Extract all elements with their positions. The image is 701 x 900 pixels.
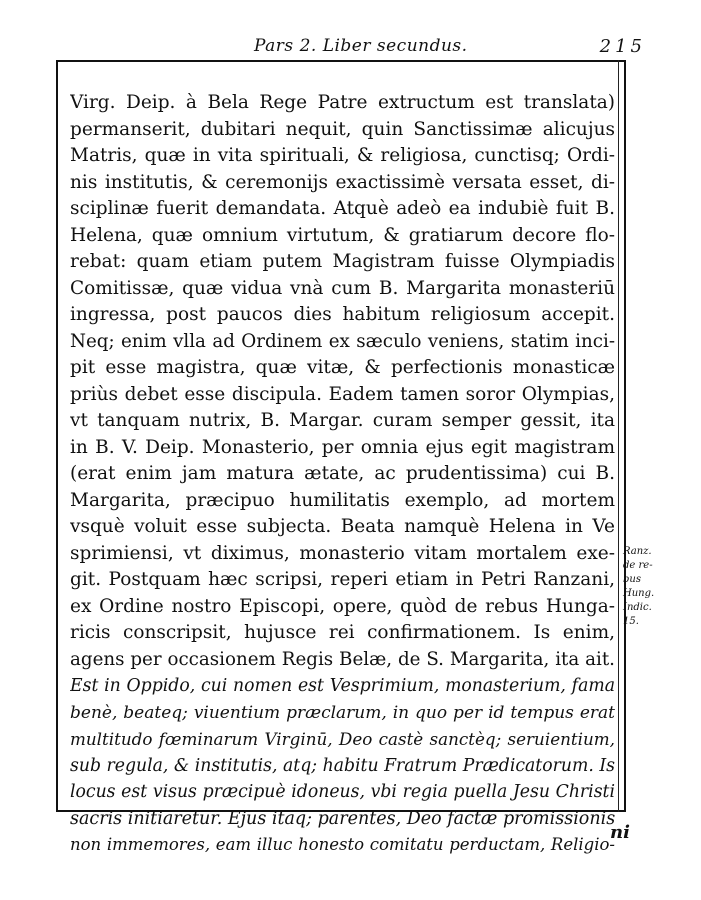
body-line: agens per occasionem Regis Belæ, de S. Margarita, ita ait.	[70, 648, 615, 670]
body-line: Neq; enim vlla ad Ordinem ex sæculo veniens, statim inci-	[70, 330, 615, 352]
quoted-italic-line: multitudo fœminarum Virginū, Deo castè sanctèq; seruientium,	[70, 729, 615, 749]
quoted-italic-line: non immemores, eam illuc honesto comitatu perductam, Religio-	[70, 835, 615, 854]
quoted-italic-line: benè, beateq; viuentium præclarum, in quo per id tempus erat	[70, 702, 615, 723]
body-line: Matris, quæ in vita spirituali, & religiosa, cunctisq; Ordi-	[70, 145, 615, 166]
marginal-note-line: Hung.	[623, 588, 655, 599]
body-line: ricis conscripsit, hujusce rei confirmationem. Is enim,	[70, 622, 615, 643]
body-line: vsquè voluit esse subjecta. Beata namquè Helena in Ve	[70, 516, 615, 537]
body-line: rebat: quam etiam putem Magistram fuisse Olympiadis	[70, 251, 615, 272]
marginal-note-line: 15.	[623, 616, 639, 627]
body-line: Margarita, præcipuo humilitatis exemplo, ad mortem	[70, 489, 615, 511]
running-head-title: Pars 2. Liber secundus.	[254, 36, 468, 56]
marginal-note-line: bus	[623, 574, 641, 585]
quoted-italic-line: Est in Oppido, cui nomen est Vesprimium, monasterium, fama	[70, 676, 615, 696]
body-line: sprimiensi, vt diximus, monasterio vitam mortalem exe-	[70, 542, 615, 564]
running-head	[56, 36, 646, 60]
body-line: Helena, quæ omnium virtutum, & gratiarum decore flo-	[70, 224, 615, 246]
body-line: nis institutis, & ceremonijs exactissimè versata esset, di-	[70, 171, 615, 193]
body-line: Virg. Deip. à Bela Rege Patre extructum est translata)	[70, 92, 615, 113]
body-line: pit esse magistra, quæ vitæ, & perfectionis monasticæ	[70, 357, 615, 378]
body-line: ingressa, post paucos dies habitum religiosum accepit.	[70, 304, 615, 325]
marginal-note-line: Ranz.	[623, 546, 652, 557]
catchword: ni	[610, 822, 630, 843]
body-line: permanserit, dubitari nequit, quin Sanctissimæ alicujus	[70, 118, 615, 140]
body-line: in B. V. Deip. Monasterio, per omnia ejus egit magistram	[70, 436, 615, 458]
body-line: ex Ordine nostro Episcopi, opere, quòd de rebus Hunga-	[70, 595, 615, 617]
marginal-note-line: de re-	[623, 560, 653, 571]
quoted-italic-line: locus est visus præcipuè idoneus, vbi regia puella Jesu Christi	[70, 782, 615, 802]
body-line: (erat enim jam matura ætate, ac prudentissima) cui B.	[70, 463, 615, 484]
body-line: vt tanquam nutrix, B. Margar. curam semper gessit, ita	[70, 410, 615, 431]
main-text-block	[70, 90, 615, 859]
body-line: git. Postquam hæc scripsi, reperi etiam in Petri Ranzani,	[70, 569, 615, 590]
body-line: priùs debet esse discipula. Eadem tamen soror Olympias,	[70, 383, 615, 405]
margin-column-rule	[618, 60, 619, 812]
page-number: 215	[599, 36, 646, 57]
quoted-italic-line: sacris initiaretur. Ejus itaq; parentes, Deo factæ promissionis	[70, 808, 615, 829]
body-line: sciplinæ fuerit demandata. Atquè adeò ea indubiè fuit B.	[70, 198, 615, 219]
quoted-italic-line: sub regula, & institutis, atq; habitu Fratrum Prædicatorum. Is	[70, 755, 615, 776]
marginal-note-line: Indic.	[623, 602, 652, 613]
body-line: Comitissæ, quæ vidua vnà cum B. Margarita monasteriū	[70, 277, 615, 299]
marginal-note	[623, 545, 663, 629]
